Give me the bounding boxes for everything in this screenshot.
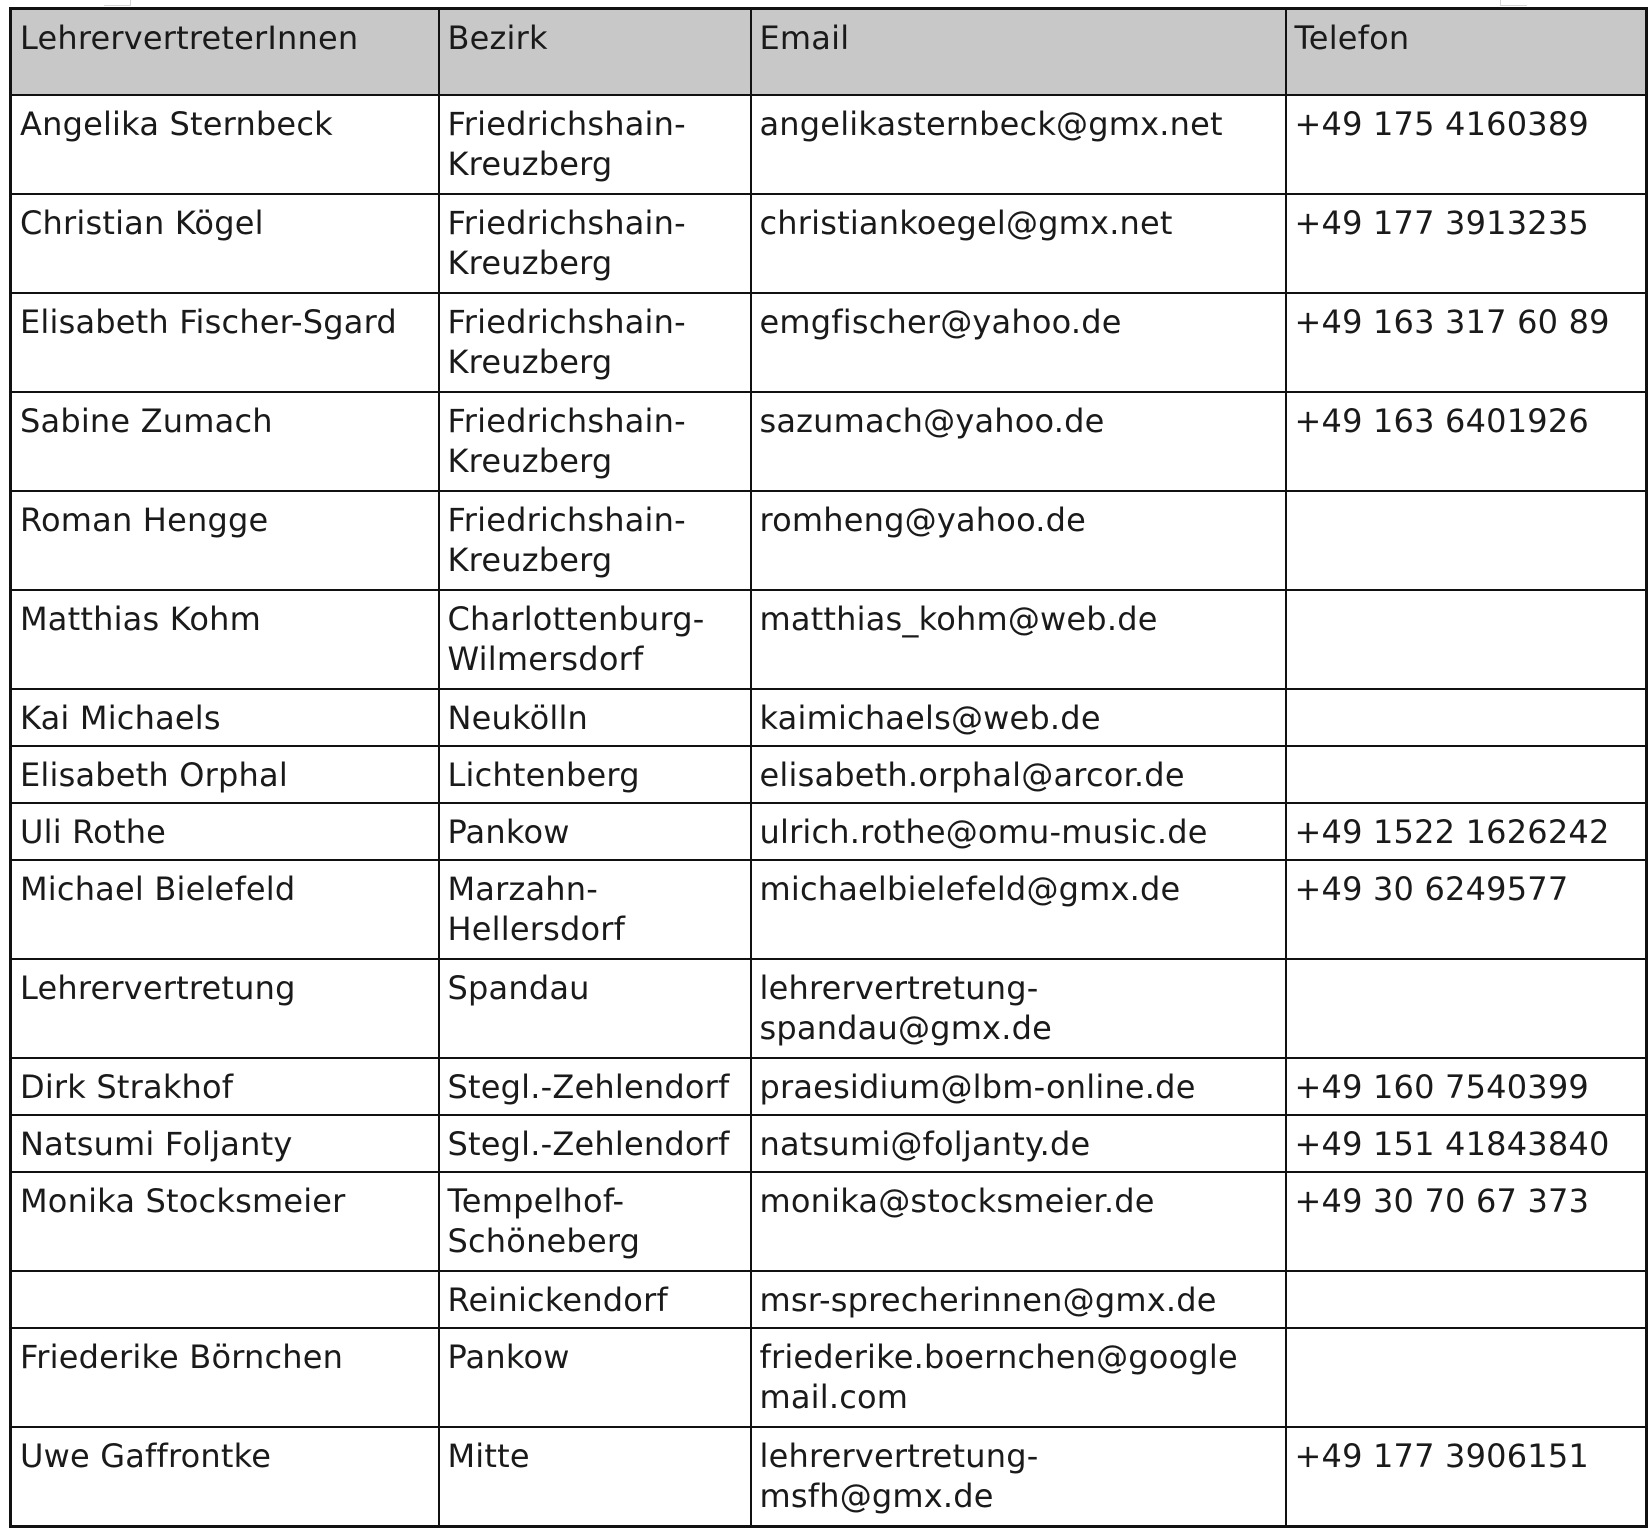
bezirk-line: Friedrichshain- [447, 501, 686, 539]
cell-email[interactable] [751, 1328, 1286, 1427]
cell-telefon: +49 151 41843840 [1286, 1115, 1647, 1172]
header-email: Email [751, 9, 1286, 96]
bezirk-line: Friedrichshain- [447, 303, 686, 341]
cell-bezirk [439, 590, 751, 689]
cell-name: Roman Hengge [11, 491, 439, 590]
table-row [11, 959, 1647, 1058]
cell-bezirk [439, 95, 751, 194]
cell-bezirk [439, 803, 751, 860]
cell-email[interactable] [751, 803, 1286, 860]
cell-name: Christian Kögel [11, 194, 439, 293]
email-line[interactable]: natsumi@foljanty.de [759, 1125, 1091, 1163]
cell-bezirk [439, 1115, 751, 1172]
email-line[interactable]: mail.com [759, 1378, 909, 1416]
bezirk-line: Kreuzberg [447, 244, 613, 282]
page-corner-mark-right [1500, 0, 1527, 6]
bezirk-line: Lichtenberg [447, 756, 640, 794]
header-name: LehrervertreterInnen [11, 9, 439, 96]
table-row [11, 1172, 1647, 1271]
email-line[interactable]: msfh@gmx.de [759, 1477, 994, 1515]
table-row [11, 746, 1647, 803]
table-row [11, 1115, 1647, 1172]
table-row [11, 1058, 1647, 1115]
bezirk-line: Stegl.-Zehlendorf [447, 1068, 730, 1106]
cell-email[interactable] [751, 746, 1286, 803]
email-line[interactable]: monika@stocksmeier.de [759, 1182, 1155, 1220]
cell-name: Elisabeth Fischer-Sgard [11, 293, 439, 392]
table-row [11, 1271, 1647, 1328]
bezirk-line: Tempelhof- [447, 1182, 625, 1220]
email-line[interactable]: michaelbielefeld@gmx.de [759, 870, 1181, 908]
cell-telefon: +49 175 4160389 [1286, 95, 1647, 194]
cell-name: Uli Rothe [11, 803, 439, 860]
cell-email[interactable] [751, 1058, 1286, 1115]
cell-name: Natsumi Foljanty [11, 1115, 439, 1172]
table-row [11, 491, 1647, 590]
cell-email[interactable] [751, 1427, 1286, 1527]
email-line[interactable]: angelikasternbeck@gmx.net [759, 105, 1223, 143]
email-line[interactable]: spandau@gmx.de [759, 1009, 1052, 1047]
cell-telefon [1286, 689, 1647, 746]
cell-bezirk [439, 1271, 751, 1328]
bezirk-line: Charlottenburg- [447, 600, 705, 638]
bezirk-line: Pankow [447, 1338, 570, 1376]
cell-telefon: +49 160 7540399 [1286, 1058, 1647, 1115]
cell-bezirk [439, 491, 751, 590]
cell-telefon: +49 177 3913235 [1286, 194, 1647, 293]
cell-name: Monika Stocksmeier [11, 1172, 439, 1271]
email-line[interactable]: christiankoegel@gmx.net [759, 204, 1173, 242]
bezirk-line: Kreuzberg [447, 442, 613, 480]
email-line[interactable]: praesidium@lbm-online.de [759, 1068, 1196, 1106]
email-line[interactable]: lehrervertretung- [759, 969, 1039, 1007]
bezirk-line: Marzahn- [447, 870, 598, 908]
email-line[interactable]: romheng@yahoo.de [759, 501, 1087, 539]
header-bezirk: Bezirk [439, 9, 751, 96]
cell-telefon [1286, 590, 1647, 689]
cell-bezirk [439, 293, 751, 392]
bezirk-line: Mitte [447, 1437, 530, 1475]
cell-bezirk [439, 860, 751, 959]
cell-telefon: +49 177 3906151 [1286, 1427, 1647, 1527]
email-line[interactable]: elisabeth.orphal@arcor.de [759, 756, 1185, 794]
cell-email[interactable] [751, 689, 1286, 746]
bezirk-line: Kreuzberg [447, 343, 613, 381]
email-line[interactable]: ulrich.rothe@omu-music.de [759, 813, 1208, 851]
cell-telefon: +49 30 70 67 373 [1286, 1172, 1647, 1271]
bezirk-line: Friedrichshain- [447, 204, 686, 242]
email-line[interactable]: sazumach@yahoo.de [759, 402, 1105, 440]
cell-email[interactable] [751, 95, 1286, 194]
bezirk-line: Spandau [447, 969, 590, 1007]
bezirk-line: Schöneberg [447, 1222, 641, 1260]
cell-email[interactable] [751, 1172, 1286, 1271]
email-line[interactable]: kaimichaels@web.de [759, 699, 1101, 737]
header-telefon: Telefon [1286, 9, 1647, 96]
cell-bezirk [439, 392, 751, 491]
cell-name [11, 1271, 439, 1328]
table-row [11, 194, 1647, 293]
cell-telefon [1286, 746, 1647, 803]
table-row [11, 590, 1647, 689]
email-line[interactable]: friederike.boernchen@google [759, 1338, 1238, 1376]
cell-telefon: +49 163 317 60 89 [1286, 293, 1647, 392]
table-row [11, 293, 1647, 392]
cell-telefon [1286, 1271, 1647, 1328]
bezirk-line: Neukölln [447, 699, 589, 737]
cell-telefon [1286, 1328, 1647, 1427]
cell-bezirk [439, 1427, 751, 1527]
cell-name: Matthias Kohm [11, 590, 439, 689]
cell-bezirk [439, 1172, 751, 1271]
cell-name: Kai Michaels [11, 689, 439, 746]
table-body [11, 95, 1647, 1527]
cell-bezirk [439, 1328, 751, 1427]
table-row [11, 860, 1647, 959]
cell-bezirk [439, 689, 751, 746]
page-corner-mark-left [104, 0, 131, 6]
email-line[interactable]: msr-sprecherinnen@gmx.de [759, 1281, 1217, 1319]
cell-email[interactable] [751, 959, 1286, 1058]
cell-telefon [1286, 959, 1647, 1058]
email-line[interactable]: matthias_kohm@web.de [759, 600, 1158, 638]
bezirk-line: Wilmersdorf [447, 640, 644, 678]
cell-email[interactable] [751, 194, 1286, 293]
bezirk-line: Kreuzberg [447, 541, 613, 579]
bezirk-line: Reinickendorf [447, 1281, 668, 1319]
cell-email[interactable] [751, 860, 1286, 959]
table-header-row [11, 9, 1647, 96]
cell-name: Sabine Zumach [11, 392, 439, 491]
table-row [11, 95, 1647, 194]
cell-email[interactable] [751, 491, 1286, 590]
cell-bezirk [439, 1058, 751, 1115]
cell-telefon: +49 1522 1626242 [1286, 803, 1647, 860]
table-row [11, 392, 1647, 491]
email-line[interactable]: lehrervertretung- [759, 1437, 1039, 1475]
cell-name: Lehrervertretung [11, 959, 439, 1058]
cell-email[interactable] [751, 293, 1286, 392]
email-line[interactable]: emgfischer@yahoo.de [759, 303, 1122, 341]
cell-telefon [1286, 491, 1647, 590]
bezirk-line: Hellersdorf [447, 910, 626, 948]
cell-telefon: +49 163 6401926 [1286, 392, 1647, 491]
cell-email[interactable] [751, 1115, 1286, 1172]
bezirk-line: Friedrichshain- [447, 402, 686, 440]
bezirk-line: Friedrichshain- [447, 105, 686, 143]
cell-name: Elisabeth Orphal [11, 746, 439, 803]
bezirk-line: Kreuzberg [447, 145, 613, 183]
cell-bezirk [439, 746, 751, 803]
cell-name: Michael Bielefeld [11, 860, 439, 959]
cell-name: Dirk Strakhof [11, 1058, 439, 1115]
cell-bezirk [439, 959, 751, 1058]
bezirk-line: Pankow [447, 813, 570, 851]
cell-email[interactable] [751, 590, 1286, 689]
cell-email[interactable] [751, 392, 1286, 491]
cell-name: Friederike Börnchen [11, 1328, 439, 1427]
cell-email[interactable] [751, 1271, 1286, 1328]
table-row [11, 1328, 1647, 1427]
cell-name: Uwe Gaffrontke [11, 1427, 439, 1527]
table-row [11, 689, 1647, 746]
contacts-table [9, 7, 1648, 1528]
cell-bezirk [439, 194, 751, 293]
table-row [11, 1427, 1647, 1527]
cell-name: Angelika Sternbeck [11, 95, 439, 194]
table-row [11, 803, 1647, 860]
cell-telefon: +49 30 6249577 [1286, 860, 1647, 959]
bezirk-line: Stegl.-Zehlendorf [447, 1125, 730, 1163]
